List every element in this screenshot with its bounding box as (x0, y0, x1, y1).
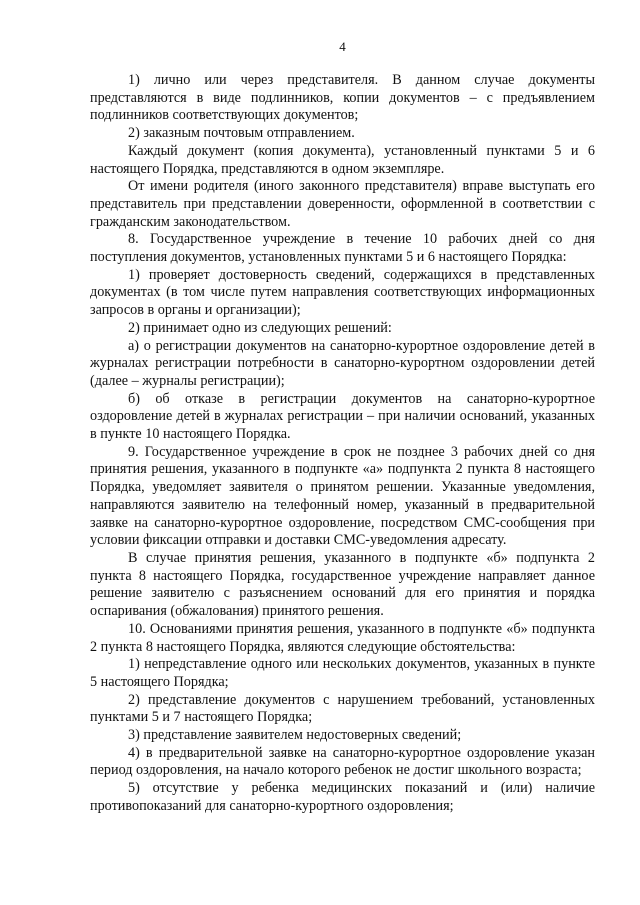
paragraph-item-9: 9. Государственное учреждение в срок не позднее 3 рабочих дней со дня принятия решения, указанного в подпункте «а» подпункта 2 пункта 8 настоящего Порядка, уведомляет заявителя о принятом решении. Указанные уведомления, направляются заявителю на телефонный номер, указанный в предварительной заявке на санаторно-курортное оздоровление, посредством СМС-сообщения при условии фиксации отправки и доставки СМС-уведомления адресату. (90, 443, 595, 549)
paragraph-representative: От имени родителя (иного законного представителя) вправе выступать его представитель при представлении доверенности, оформленной в соответствии с гражданским законодательством. (90, 178, 595, 230)
paragraph-item-8-2-a: а) о регистрации документов на санаторно-курортное оздоровление детей в журналах регистрации потребности в санаторно-курортном оздоровлении детей (далее – журналы регистрации); (90, 337, 595, 389)
paragraph-item-10-4: 4) в предварительной заявке на санаторно-курортное оздоровление указан период оздоровления, на начало которого ребенок не достиг школьного возраста; (90, 744, 595, 779)
paragraph-item-9-refusal: В случае принятия решения, указанного в подпункте «б» подпункта 2 пункта 8 настоящего Порядка, государственное учреждение направляет данное решение заявителю с разъяснением оснований для его принятия и порядка оспаривания (обжалования) принятого решения. (90, 549, 595, 620)
paragraph-item-10: 10. Основаниями принятия решения, указанного в подпункте «б» подпункта 2 пункта 8 настоящего Порядка, являются следующие обстоятельства: (90, 620, 595, 655)
document-page (90, 38, 595, 816)
paragraph-delivery-in-person: 1) лично или через представителя. В данном случае документы представляются в виде подлинников, копии документов – с предъявлением подлинников соответствующих документов; (90, 72, 595, 124)
page-number: 4 (339, 39, 346, 54)
paragraph-delivery-by-mail: 2) заказным почтовым отправлением. (128, 125, 355, 142)
paragraph-item-10-1: 1) непредставление одного или нескольких документов, указанных в пункте 5 настоящего Порядка; (90, 656, 595, 690)
paragraph-item-10-5: 5) отсутствие у ребенка медицинских показаний и (или) наличие противопоказаний для санаторно-курортного оздоровления; (90, 780, 595, 814)
paragraph-item-10-3: 3) представление заявителем недостоверных сведений; (128, 727, 462, 744)
paragraph-item-8-2-b: б) об отказе в регистрации документов на санаторно-курортное оздоровление детей в журналах регистрации – при наличии оснований, указанных в пункте 10 настоящего Порядка. (90, 390, 595, 443)
paragraph-item-8-2: 2) принимает одно из следующих решений: (128, 319, 392, 336)
paragraph-item-8-1: 1) проверяет достоверность сведений, содержащихся в представленных документах (в том числе путем направления соответствующих информационных запросов в органы и организации); (90, 266, 595, 319)
paragraph-single-copy: Каждый документ (копия документа), установленный пунктами 5 и 6 настоящего Порядка, представляются в одном экземпляре. (90, 142, 595, 177)
paragraph-item-8: 8. Государственное учреждение в течение 10 рабочих дней со дня поступления документов, установленных пунктами 5 и 6 настоящего Порядка: (90, 231, 595, 266)
paragraph-item-10-2: 2) представление документов с нарушением требований, установленных пунктами 5 и 7 настоящего Порядка; (90, 691, 595, 726)
